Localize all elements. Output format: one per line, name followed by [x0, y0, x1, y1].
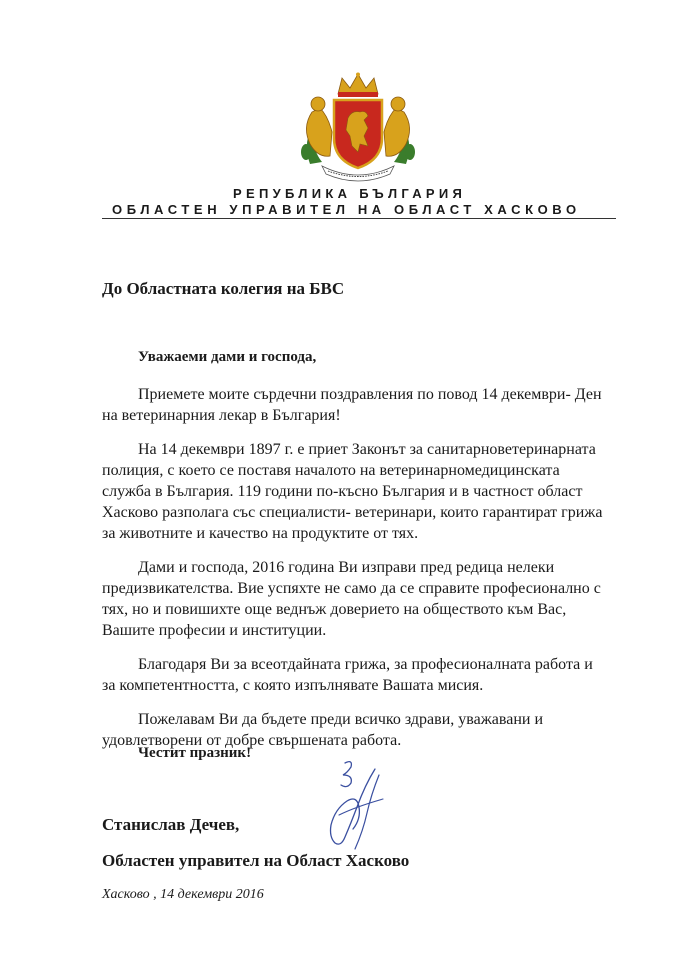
salutation: Уважаеми дами и господа, [138, 349, 317, 365]
signatory-title: Областен управител на Област Хасково [102, 851, 410, 870]
closing-line: Честит празник! [138, 745, 252, 761]
place-and-date: Хасково , 14 декември 2016 [102, 887, 264, 902]
bulgarian-coat-of-arms-icon [292, 72, 424, 184]
body-paragraph: Дами и господа, 2016 година Ви изправи пред редица нелеки предизвикателства. Вие успяхте не само да се справите професионално с тях, но и повишихте още веднъж доверието на обществото към Вас, Вашите професии и институции. [102, 559, 601, 639]
body-paragraph: Пожелавам Ви да бъдете преди всичко здрави, уважавани и удовлетворени от добре свършената работа. [102, 711, 543, 749]
header-country: РЕПУБЛИКА БЪЛГАРИЯ [233, 186, 467, 201]
body-paragraph: Приемете моите сърдечни поздравления по повод 14 декември- Ден на ветеринарния лекар в България! [102, 386, 602, 424]
recipient-line: До Областната колегия на БВС [102, 279, 345, 298]
letter-body [102, 384, 610, 764]
header-office: ОБЛАСТЕН УПРАВИТЕЛ НА ОБЛАСТ ХАСКОВО [112, 202, 581, 217]
header-divider [102, 218, 616, 219]
body-paragraph: Благодаря Ви за всеотдайната грижа, за професионалната работа и за компетентността, с която изпълнявате Вашата мисия. [102, 656, 593, 694]
body-paragraph: На 14 декември 1897 г. е приет Законът за санитарноветеринарната полиция, с което се поставя началото на ветеринарномедицинската служба в България. 119 години по-късно България и в частност област Хасково разполага със специалисти- ветеринари, които гарантират грижа за животните и качество на продуктите от тях. [102, 441, 603, 542]
signatory-name: Станислав Дечев, [102, 815, 240, 834]
handwritten-signature-icon [295, 755, 405, 855]
